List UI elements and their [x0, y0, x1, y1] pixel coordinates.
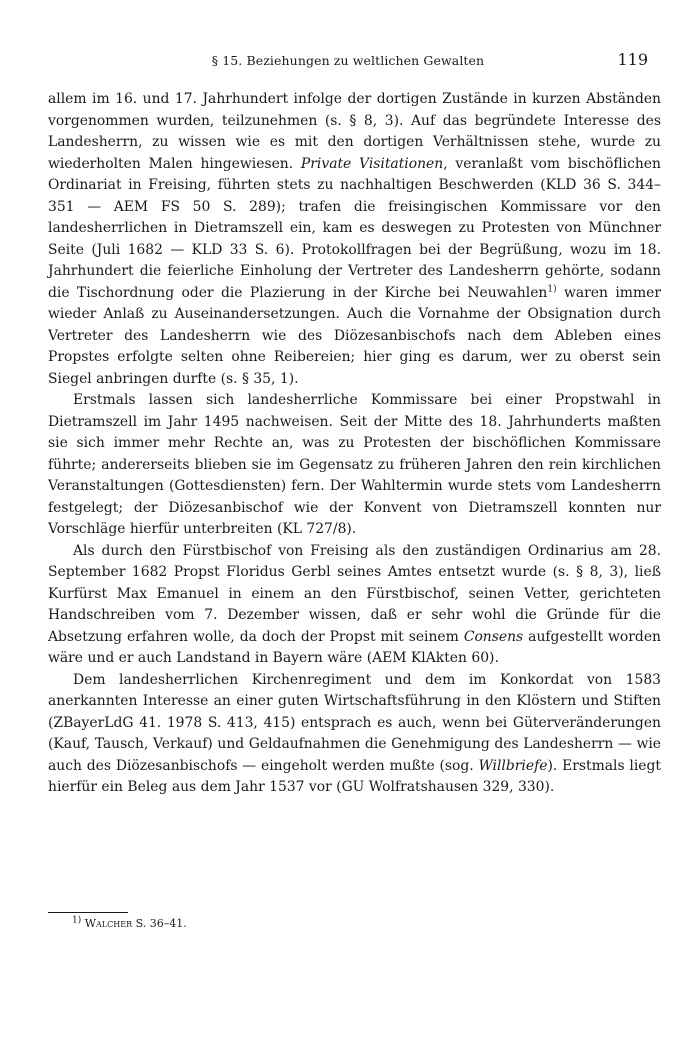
text-run: Dem landesherrlichen Kirchenregiment und dem im Konkordat von 1583 anerkannten Interesse an einer guten Wirtschaftsführung in den Klöstern und Stiften (ZBayerLdG 41. 1978 S. 413, 415) entsprach es auch, wenn bei Güterveränderungen (Kauf, Tausch, Verkauf) und Geldaufnahmen die Genehmigung des Landesherrn — wie auch des Diözesanbischofs — eingeholt werden mußte (sog.: [48, 671, 661, 774]
running-head: [48, 50, 648, 72]
running-title: § 15. Beziehungen zu weltlichen Gewalten: [211, 53, 485, 68]
body-text: [48, 89, 661, 799]
text-run-italic: Private Visitationen: [300, 155, 444, 172]
paragraph-3: [48, 541, 661, 670]
footnote-reference[interactable]: 1): [547, 283, 557, 294]
text-run-italic: Willbriefe: [478, 757, 548, 774]
text-run: , veranlaßt vom bischöflichen Ordinariat in Freising, führten stets zu nachhaltigen Beschwerden (KLD 36 S. 344–351 — AEM FS 50 S. 289); trafen die freisingischen Kommissare vor den landesherrlichen in Dietramszell ein, kam es deswegen zu Protesten von Münchner Seite (Juli 1682 — KLD 33 S. 6). Protokollfragen bei der Begrüßung, wozu im 18. Jahrhundert die feierliche Einholung der Vertreter des Landesherrn gehörte, sodann die Tischordnung oder die Plazierung in der Kirche bei Neuwahlen: [48, 155, 661, 301]
text-run: Als durch den Fürstbischof von Freising als den zuständigen Ordinarius am 28. September 1682 Propst Floridus Gerbl seines Amtes entsetzt wurde (s. § 8, 3), ließ Kurfürst Max Emanuel in einem an den Fürstbischof, seinen Vetter, gerichteten Handschreiben vom 7. Dezember wissen, daß er sehr wohl die Gründe für die Absetzung erfahren wolle, da doch der Propst mit seinem: [48, 542, 661, 645]
text-run: Erstmals lassen sich landesherrliche Kommissare bei einer Propstwahl in Dietramszell im Jahr 1495 nachweisen. Seit der Mitte des 18. Jahrhunderts maßten sie sich immer mehr Rechte an, was zu Protesten der bischöflichen Kommissare führte; andererseits blieben sie im Gegensatz zu früheren Jahren den rein kirchlichen Veranstaltungen (Gottesdiensten) fern. Der Wahltermin wurde stets vom Landesherrn festgelegt; der Diözesanbischof wie der Konvent von Dietramszell konnten nur Vorschläge hierfür unterbreiten (KL 727/8).: [48, 392, 661, 537]
paragraph-1: [48, 89, 661, 390]
footnote-mark: 1): [72, 915, 82, 926]
footnote-author: Walcher: [84, 917, 133, 930]
footnote-divider: [48, 912, 128, 913]
text-run: waren immer wieder Anlaß zu Auseinandersetzungen. Auch die Vornahme der Obsignation durch Vertreter des Landesherrn wie des Diözesanbischofs nach dem Ableben eines Propstes erfolgte selten ohne Reibereien; hier ging es darum, wer zu oberst sein Siegel anbringen durfte (s. § 35, 1).: [48, 284, 661, 387]
text-run: aufgestellt worden wäre und er auch Landstand in Bayern wäre (AEM KlAkten 60).: [48, 628, 661, 666]
footnote-ref: S. 36–41.: [135, 917, 187, 930]
page-number: 119: [617, 50, 648, 69]
text-run: ). Erstmals liegt hierfür ein Beleg aus dem Jahr 1537 vor (GU Wolfratshausen 329, 330).: [48, 757, 661, 795]
text-run: allem im 16. und 17. Jahrhundert infolge der dortigen Zustände in kurzen Abständen vorgenommen wurden, teilzunehmen (s. § 8, 3). Auf das begründete Interesse des Landesherrn, zu wissen wie es mit den dortigen Verhältnissen stehe, wurde zu wiederholten Malen hingewiesen.: [48, 91, 661, 172]
paragraph-2: [48, 390, 661, 541]
text-run-italic: Consens: [463, 628, 524, 645]
footnote: [72, 917, 187, 930]
paragraph-4: [48, 670, 661, 799]
